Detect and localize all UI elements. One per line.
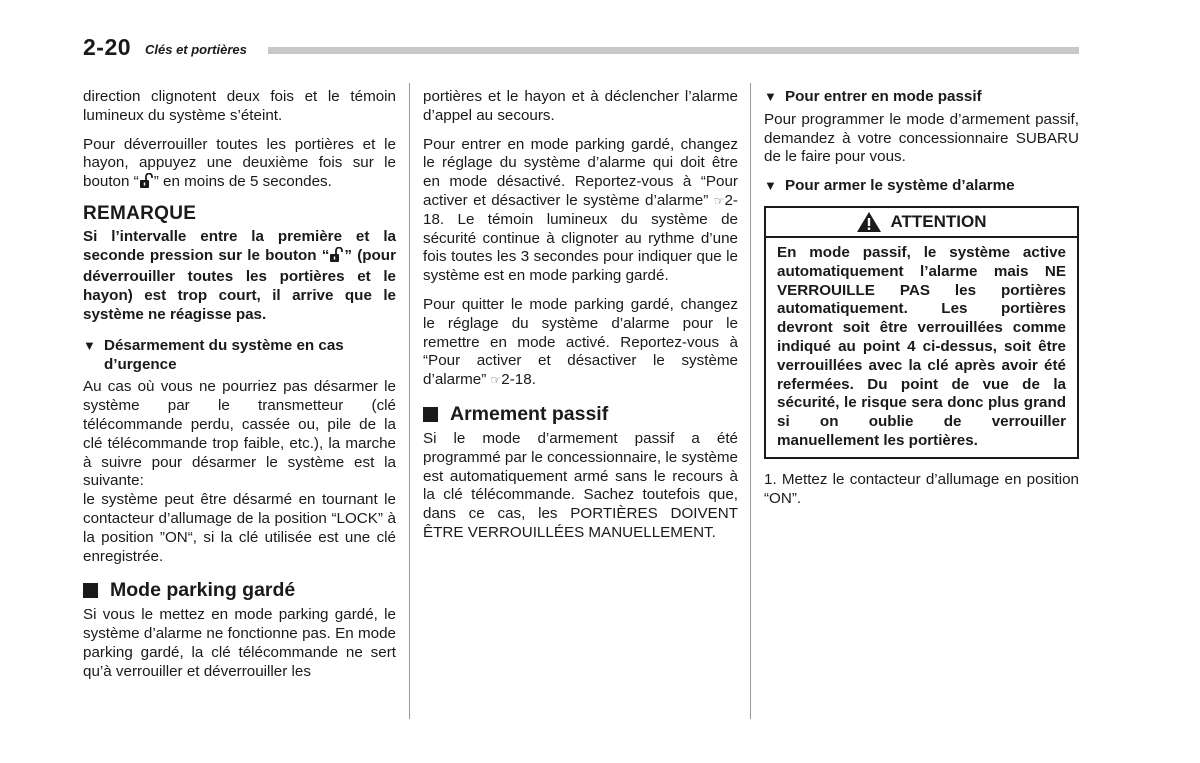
attention-header	[766, 208, 1077, 238]
subheading	[764, 177, 1079, 196]
text: ” en moins de 5 secondes.	[153, 173, 332, 191]
text: 2-18. Le témoin lumineux du système de sécurité continue à clignoter au rythme d’une fois toutes les 3 secondes pour indiquer que le système est en mode parking gardé.	[423, 191, 738, 285]
text: Si l’intervalle entre la première et la seconde pression sur le bouton “	[83, 227, 396, 264]
column-2	[423, 88, 738, 553]
paragraph-unlock	[83, 136, 396, 195]
attention-box	[764, 206, 1079, 459]
heading-text: Armement passif	[450, 402, 609, 425]
heading-text: Mode parking gardé	[110, 579, 296, 602]
paragraph	[423, 136, 738, 286]
heading-armement-passif	[423, 402, 738, 426]
paragraph: direction clignotent deux fois et le témoin lumineux du système s’éteint.	[83, 88, 396, 124]
page-header	[83, 34, 1079, 64]
triangle-icon: ▼	[83, 337, 96, 353]
page-number: 2-20	[83, 34, 132, 60]
subheading-text: Désarmement du système en cas d’urgence	[104, 336, 344, 373]
reference-icon: ☞	[490, 373, 502, 388]
triangle-icon: ▼	[764, 89, 777, 104]
text: Pour entrer en mode parking gardé, changez le réglage du système d’alarme qui doit être en mode désactivé. Reportez-vous à “Pour activer et désactiver le système d’alarme”	[423, 135, 738, 209]
text: Pour déverrouiller toutes les portières et le hayon, appuyez une deuxième fois sur le bouton “	[83, 135, 396, 191]
triangle-icon: ▼	[764, 178, 777, 194]
column-divider-2	[750, 83, 751, 719]
attention-body: En mode passif, le système active automatiquement l’alarme mais NE VERROUILLE PAS les portières automatiquement. Les portières devront soit être verrouillées comme indiqué au point 4 ci-dessus, soit être verrouillées avec la clé après avoir été refermées. Du point de vue de la sécurité, le risque sera donc plus grand si on oublie de verrouiller manuellement les portières.	[777, 243, 1066, 449]
header-rule	[268, 47, 1079, 54]
reference-icon: ☞	[713, 193, 725, 208]
paragraph: le système peut être désarmé en tournant le contacteur d’allumage de la position “LOCK” à la position ”ON“, si la clé utilisée est une clé enregistrée.	[83, 491, 396, 565]
paragraph: Pour programmer le mode d’armement passif, demandez à votre concessionnaire SUBARU de le faire pour vous.	[764, 110, 1079, 166]
column-1	[83, 88, 396, 692]
paragraph: portières et le hayon et à déclencher l’alarme d’appel au secours.	[423, 88, 738, 124]
column-3	[764, 88, 1079, 518]
remark-title: REMARQUE	[83, 202, 197, 224]
text: ” (pour déverrouiller toutes les portières et le hayon) est trop court, il arrive que le système ne réagisse pas.	[83, 246, 396, 323]
unlock-padlock-icon	[329, 247, 344, 269]
warning-triangle-icon	[856, 211, 882, 233]
attention-title: ATTENTION	[890, 211, 987, 231]
subheading-text: Pour armer le système d’alarme	[785, 177, 1015, 195]
paragraph: Au cas où vous ne pourriez pas désarmer le système par le transmetteur (clé télécommande perdu, cassée ou, pile de la clé télécommande trop faible, etc.), la marche à suivre pour désarmer le système est la suivante:	[83, 378, 396, 490]
remark-body	[83, 228, 396, 325]
paragraph: Si vous le mettez en mode parking gardé, le système d’alarme ne fonctionne pas. En mode parking gardé, la clé télécommande ne sert qu’à verrouiller et déverrouiller les	[83, 606, 396, 680]
subheading-text: Pour entrer en mode passif	[785, 88, 982, 105]
subheading	[83, 337, 396, 375]
unlock-padlock-icon	[139, 173, 154, 195]
text: Pour quitter le mode parking gardé, changez le réglage du système d’alarme pour le remettre en mode activé. Reportez-vous à “Pour activer et désactiver le système d’alarme”	[423, 295, 738, 389]
square-bullet-icon	[423, 407, 438, 422]
paragraph: Si le mode d’armement passif a été programmé par le concessionnaire, le système est automatiquement armé sans le recours à la clé télécommande. Sachez toutefois que, dans ce cas, les PORTIÈRES DOIVENT ÊTRE VERROUILLÉES MANUELLEMENT.	[423, 429, 738, 541]
subheading	[764, 88, 1079, 107]
text: 2-18.	[501, 371, 536, 389]
column-divider-1	[409, 83, 410, 719]
heading-mode-parking	[83, 578, 396, 602]
step-1: 1. Mettez le contacteur d’allumage en position “ON”.	[764, 470, 1079, 507]
square-bullet-icon	[83, 583, 98, 598]
section-title: Clés et portières	[145, 42, 247, 57]
paragraph	[423, 296, 738, 390]
